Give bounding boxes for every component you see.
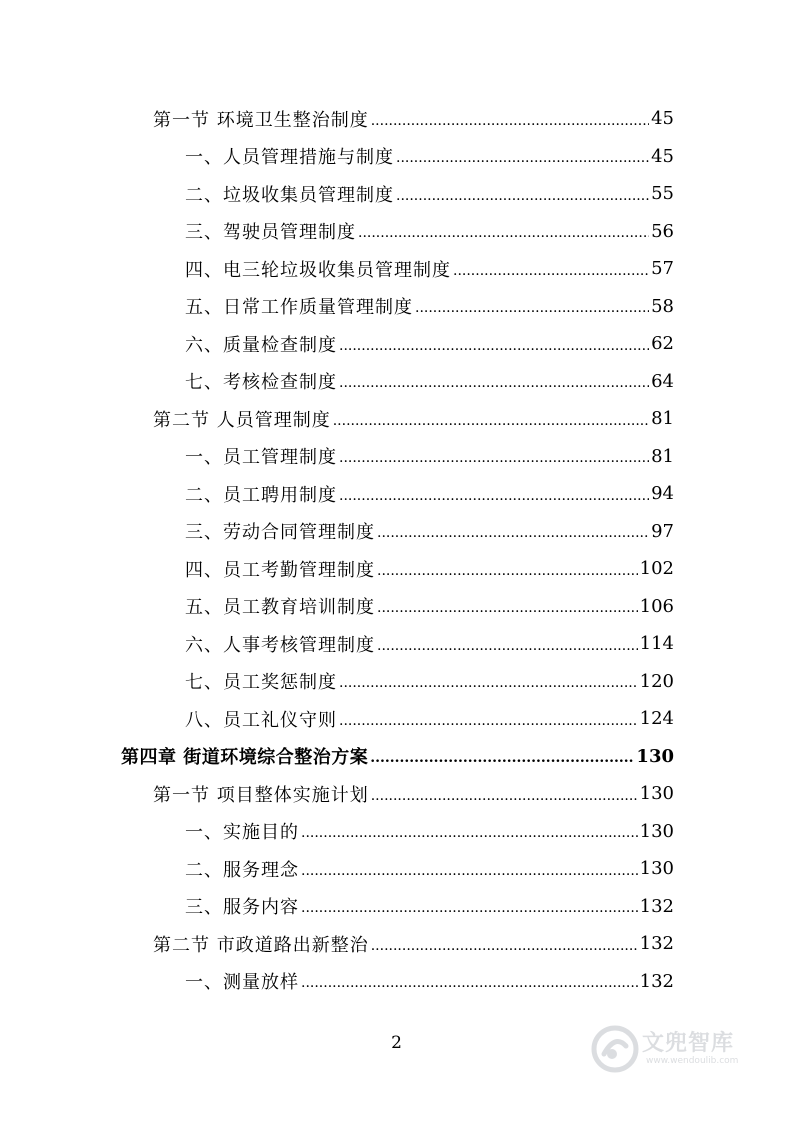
toc-entry-item[interactable] [0,213,674,251]
toc-entry-title: 一、员工管理制度 [185,447,337,469]
toc-leader-dots [358,225,649,241]
toc-leader-dots [396,150,649,166]
toc-leader-dots [371,938,638,954]
toc-leader-dots [370,750,634,766]
watermark [590,1020,760,1080]
toc-leader-dots [453,263,649,279]
toc-entry-title: 八、员工礼仪守则 [185,709,337,731]
toc-leader-dots [396,188,649,204]
toc-entry-item[interactable] [0,250,674,288]
toc-leader-dots [339,375,649,391]
toc-entry-item[interactable] [0,850,674,888]
toc-entry-item[interactable] [0,663,674,701]
toc-entry-page: 130 [636,745,674,767]
toc-entry-page: 124 [639,708,674,730]
toc-entry-title: 二、员工聘用制度 [185,484,337,506]
toc-entry-page: 130 [639,783,674,805]
toc-leader-dots [377,563,638,579]
toc-entry-page: 97 [651,520,674,542]
toc-entry-title: 一、实施目的 [185,822,299,844]
toc-entry-title: 三、驾驶员管理制度 [185,222,356,244]
toc-entry-page: 130 [639,820,674,842]
toc-entry-item[interactable] [0,363,674,401]
toc-entry-section[interactable] [0,100,674,138]
toc-entry-item[interactable] [0,325,674,363]
toc-entry-title: 一、测量放样 [185,972,299,994]
toc-leader-dots [377,638,638,654]
toc-entry-item[interactable] [0,963,674,1001]
toc-entry-page: 64 [651,370,674,392]
toc-entry-item[interactable] [0,513,674,551]
toc-entry-title: 第一节 项目整体实施计划 [153,784,369,806]
brand-logo-icon [590,1024,640,1074]
toc-leader-dots [301,975,638,991]
toc-entry-title: 五、员工教育培训制度 [185,597,375,619]
toc-leader-dots [339,713,638,729]
toc-entry-section[interactable] [0,925,674,963]
toc-entry-title: 一、人员管理措施与制度 [185,147,394,169]
toc-entry-title: 四、电三轮垃圾收集员管理制度 [185,259,451,281]
toc-entry-item[interactable] [0,288,674,326]
toc-leader-dots [301,900,638,916]
toc-entry-page: 132 [639,933,674,955]
toc-entry-item[interactable] [0,888,674,926]
toc-entry-page: 120 [639,670,674,692]
toc-entry-chapter[interactable] [0,738,674,776]
toc-entry-page: 81 [651,445,674,467]
toc-entry-section[interactable] [0,775,674,813]
toc-entry-title: 三、服务内容 [185,897,299,919]
toc-entry-page: 58 [651,295,674,317]
toc-entry-item[interactable] [0,138,674,176]
toc-leader-dots [371,788,638,804]
toc-entry-page: 81 [651,408,674,430]
toc-leader-dots [339,338,649,354]
toc-leader-dots [339,488,649,504]
toc-entry-item[interactable] [0,550,674,588]
toc-entry-title: 第二节 市政道路出新整治 [153,934,369,956]
toc-leader-dots [333,413,649,429]
toc-entry-title: 第四章 街道环境综合整治方案 [121,747,369,769]
toc-entry-item[interactable] [0,700,674,738]
toc-leader-dots [301,863,638,879]
toc-leader-dots [415,300,649,316]
toc-entry-title: 三、劳动合同管理制度 [185,522,375,544]
toc-entry-item[interactable] [0,175,674,213]
toc-entry-title: 七、员工奖惩制度 [185,672,337,694]
toc-entry-item[interactable] [0,588,674,626]
toc-entry-title: 七、考核检查制度 [185,372,337,394]
toc-entry-page: 106 [639,595,674,617]
toc-entry-page: 114 [639,633,674,655]
watermark-brand: 文兜智库 [642,1031,735,1056]
toc-entry-page: 45 [651,145,674,167]
toc-entry-title: 二、垃圾收集员管理制度 [185,184,394,206]
toc-entry-title: 六、人事考核管理制度 [185,634,375,656]
toc-leader-dots [371,113,649,129]
toc-entry-title: 第一节 环境卫生整治制度 [153,109,369,131]
toc-entry-page: 56 [651,220,674,242]
toc-entry-page: 132 [639,895,674,917]
watermark-url: www.wendoulib.com [646,1056,739,1066]
toc-entry-title: 二、服务理念 [185,859,299,881]
toc-leader-dots [339,675,638,691]
toc-entry-page: 94 [651,483,674,505]
table-of-contents [0,100,793,1000]
toc-entry-item[interactable] [0,813,674,851]
toc-entry-item[interactable] [0,475,674,513]
toc-entry-section[interactable] [0,400,674,438]
toc-entry-title: 五、日常工作质量管理制度 [185,297,413,319]
toc-entry-page: 57 [651,258,674,280]
page-number: 2 [391,1033,402,1053]
toc-entry-page: 45 [651,108,674,130]
toc-entry-title: 六、质量检查制度 [185,334,337,356]
toc-entry-page: 130 [639,858,674,880]
toc-entry-page: 62 [651,333,674,355]
toc-entry-title: 第二节 人员管理制度 [153,409,331,431]
toc-entry-page: 55 [651,183,674,205]
toc-leader-dots [339,450,649,466]
toc-leader-dots [377,600,638,616]
toc-entry-title: 四、员工考勤管理制度 [185,559,375,581]
toc-entry-page: 102 [639,558,674,580]
toc-leader-dots [377,525,649,541]
toc-entry-item[interactable] [0,625,674,663]
toc-entry-page: 132 [639,970,674,992]
toc-leader-dots [301,825,638,841]
toc-entry-item[interactable] [0,438,674,476]
